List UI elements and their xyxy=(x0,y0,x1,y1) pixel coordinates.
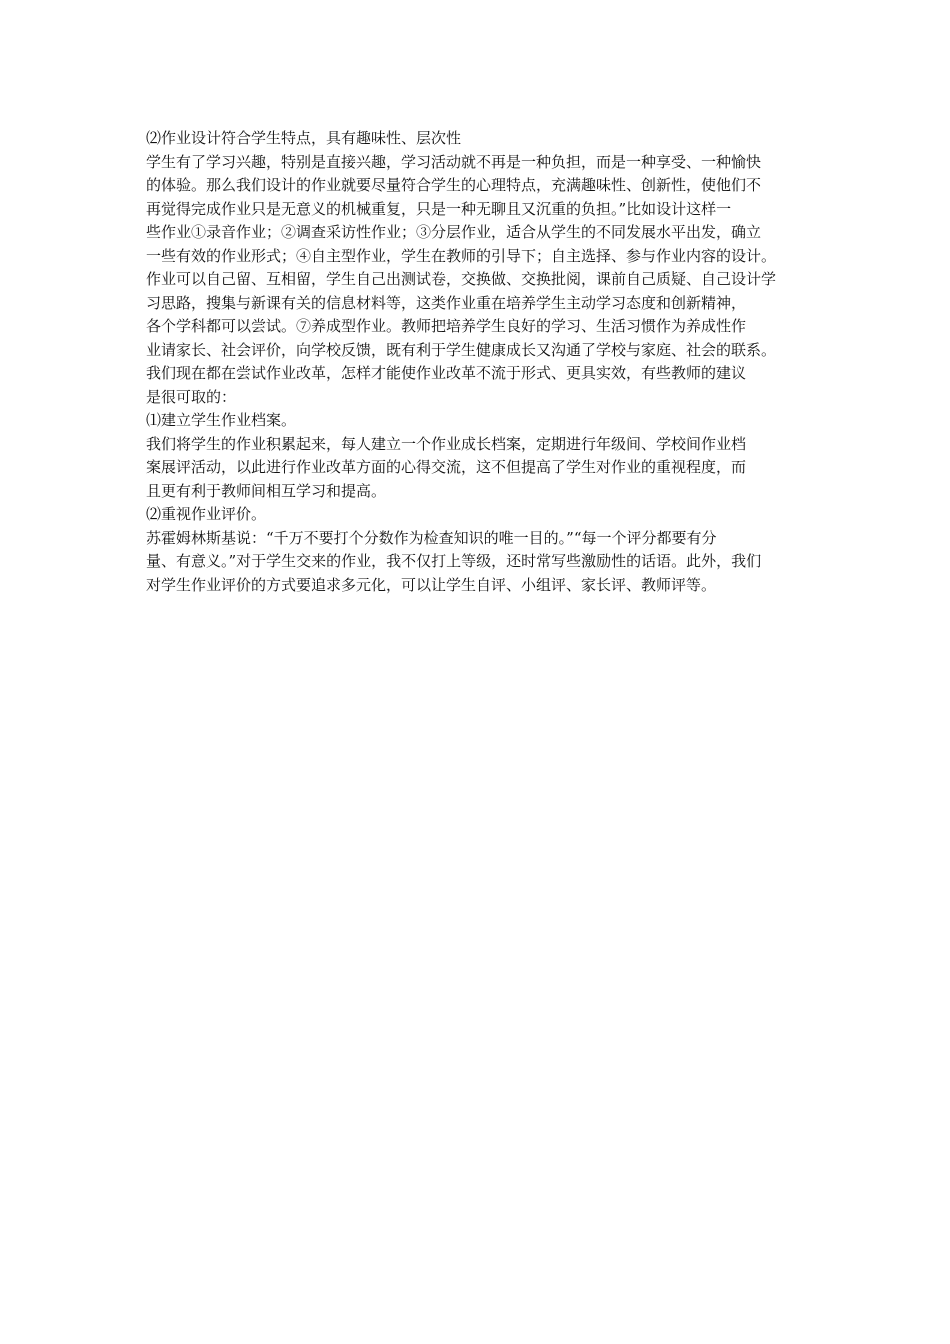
paragraph-line: 各个学科都可以尝试。⑦养成型作业。教师把培养学生良好的学习、生活习惯作为养成性作 xyxy=(146,317,747,335)
paragraph-line: 案展评活动，以此进行作业改革方面的心得交流，这不但提高了学生对作业的重视程度，而 xyxy=(146,458,747,476)
paragraph-line: 量、有意义。”对于学生交来的作业，我不仅打上等级，还时常写些激励性的话语。此外，我们 xyxy=(146,552,762,570)
paragraph-line: 是很可取的： xyxy=(146,387,237,406)
paragraph-line: 对学生作业评价的方式要追求多元化，可以让学生自评、小组评、家长评、教师评等。 xyxy=(146,575,717,594)
subheading-line: ⑵重视作业评价。 xyxy=(146,505,267,523)
paragraph-line: 的体验。那么我们设计的作业就要尽量符合学生的心理特点，充满趣味性、创新性，使他们不 xyxy=(146,176,762,194)
paragraph-line: 学生有了学习兴趣，特别是直接兴趣，学习活动就不再是一种负担，而是一种享受、一种愉快 xyxy=(146,152,762,171)
paragraph-line: 习思路，搜集与新课有关的信息材料等，这类作业重在培养学生主动学习态度和创新精神， xyxy=(146,293,747,312)
paragraph-line: 些作业①录音作业；②调查采访性作业；③分层作业，适合从学生的不同发展水平出发，确立 xyxy=(146,223,762,241)
document-body xyxy=(146,127,826,597)
paragraph-line: 我们现在都在尝试作业改革，怎样才能使作业改革不流于形式、更具实效，有些教师的建议 xyxy=(146,364,747,382)
paragraph-line: 且更有利于教师间相互学习和提高。 xyxy=(146,481,387,500)
paragraph-line: 一些有效的作业形式；④自主型作业，学生在教师的引导下；自主选择、参与作业内容的设计。 xyxy=(146,246,777,265)
paragraph-line: 业请家长、社会评价，向学校反馈，既有利于学生健康成长又沟通了学校与家庭、社会的联系。 xyxy=(146,340,777,359)
paragraph-line: 苏霍姆林斯基说：“千万不要打个分数作为检查知识的唯一目的。”“每一个评分都要有分 xyxy=(146,528,717,547)
heading-line: ⑵作业设计符合学生特点，具有趣味性、层次性 xyxy=(146,129,462,147)
subheading-line: ⑴建立学生作业档案。 xyxy=(146,411,297,429)
paragraph-line: 作业可以自己留、互相留，学生自己出测试卷，交换做、交换批阅，课前自己质疑、自己设计学 xyxy=(146,270,777,288)
paragraph-line: 再觉得完成作业只是无意义的机械重复，只是一种无聊且又沉重的负担。”比如设计这样一 xyxy=(146,199,732,218)
paragraph-line: 我们将学生的作业积累起来，每人建立一个作业成长档案，定期进行年级间、学校间作业档 xyxy=(146,434,747,453)
